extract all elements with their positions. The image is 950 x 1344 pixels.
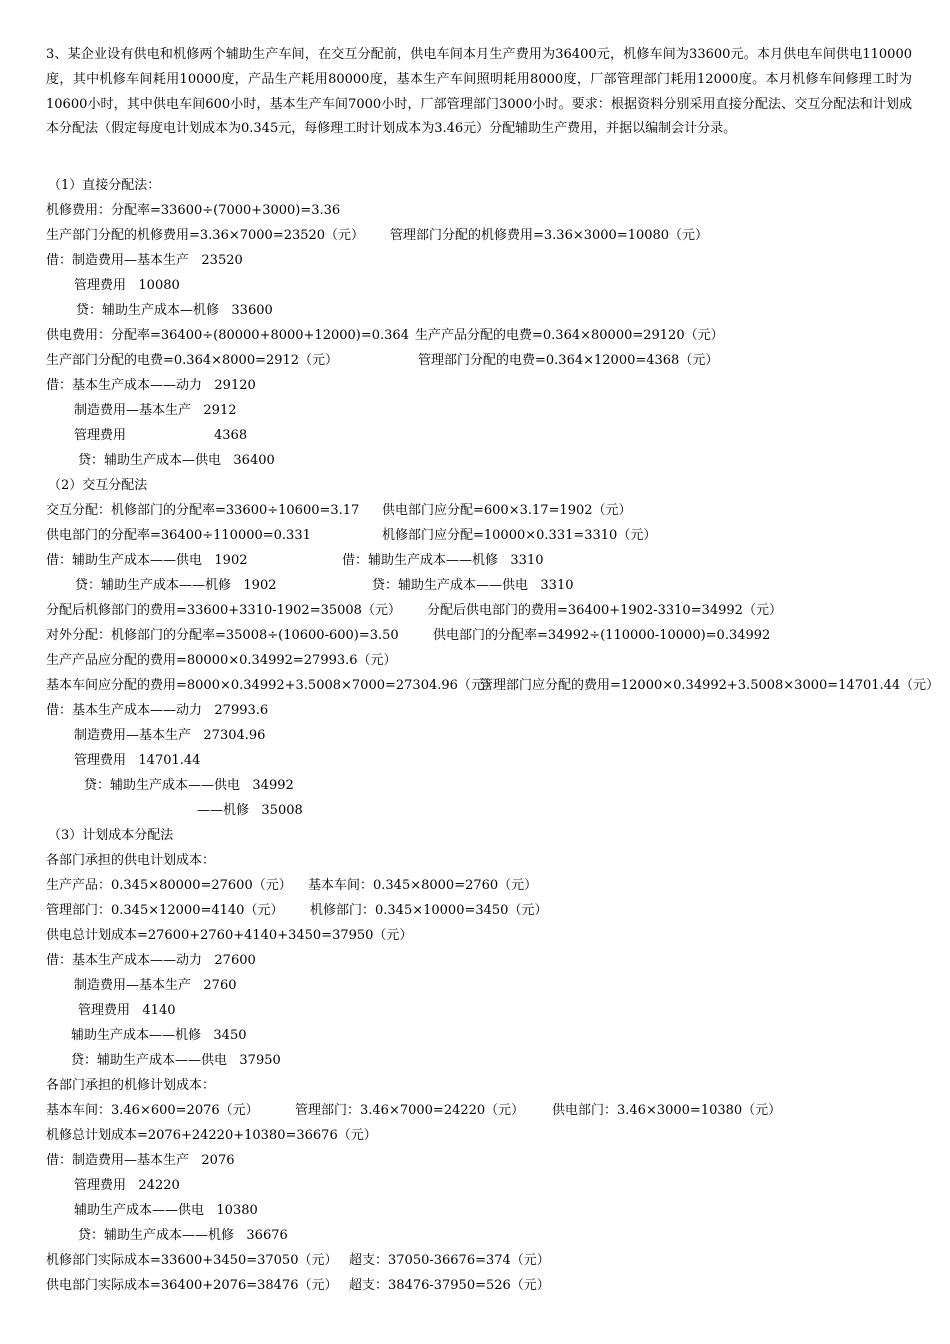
text-line <box>46 451 920 471</box>
text-segment: 生产产品分配的电费=0.364×80000=29120（元） <box>415 328 724 343</box>
text-segment: 对外分配：机修部门的分配率=35008÷(10600-600)=3.50 <box>46 628 399 643</box>
text-segment: 基本车间：3.46×600=2076（元） <box>46 1103 259 1118</box>
text-segment: 供电费用：分配率=36400÷(80000+8000+12000)=0.364 <box>46 328 409 343</box>
text-line <box>46 851 920 871</box>
text-line <box>46 251 920 271</box>
text-line <box>46 1101 920 1121</box>
text-segment: 4368 <box>214 428 248 443</box>
text-segment: 生产产品应分配的费用=80000×0.34992=27993.6（元） <box>46 653 397 668</box>
text-line <box>46 651 920 671</box>
text-line <box>46 1051 920 1071</box>
text-segment: ——机修 35008 <box>197 803 303 818</box>
text-line <box>46 476 920 496</box>
text-line <box>46 626 920 646</box>
text-segment: 基本车间：0.345×8000=2760（元） <box>308 878 538 893</box>
text-line <box>46 276 920 296</box>
text-segment: 分配后机修部门的费用=33600+3310-1902=35008（元） <box>46 603 401 618</box>
text-segment: 制造费用—基本生产 2760 <box>74 978 237 993</box>
text-segment: 各部门承担的机修计划成本： <box>46 1078 216 1093</box>
text-line <box>46 1126 920 1146</box>
text-segment: 管理部门分配的电费=0.364×12000=4368（元） <box>418 353 719 368</box>
text-segment: 借：制造费用—基本生产 2076 <box>46 1153 235 1168</box>
text-segment: 借：辅助生产成本——机修 3310 <box>342 553 544 568</box>
text-segment: 借：制造费用—基本生产 23520 <box>46 253 243 268</box>
text-line <box>46 601 920 621</box>
text-line <box>46 1076 920 1096</box>
text-segment: 机修费用：分配率=33600÷(7000+3000)=3.36 <box>46 203 341 218</box>
text-segment: 机修部门实际成本=33600+3450=37050（元） <box>46 1253 338 1268</box>
text-segment: 管理部门：0.345×12000=4140（元） <box>46 903 284 918</box>
text-line <box>46 726 920 746</box>
text-line <box>46 801 920 821</box>
text-segment: （2）交互分配法 <box>48 478 148 493</box>
text-segment: 贷：辅助生产成本——供电 34992 <box>84 778 294 793</box>
text-line <box>46 901 920 921</box>
text-segment: 制造费用—基本生产 2912 <box>74 403 237 418</box>
text-line <box>46 326 920 346</box>
text-line <box>46 1001 920 1021</box>
text-line <box>46 951 920 971</box>
text-segment: 交互分配：机修部门的分配率=33600÷10600=3.17 <box>46 503 360 518</box>
text-segment: 供电部门的分配率=36400÷110000=0.331 <box>46 528 311 543</box>
text-segment: 贷：辅助生产成本—机修 33600 <box>76 303 273 318</box>
text-segment: 生产部门分配的电费=0.364×8000=2912（元） <box>46 353 339 368</box>
text-segment: 制造费用—基本生产 27304.96 <box>74 728 266 743</box>
text-line <box>46 1276 920 1296</box>
text-line <box>46 401 920 421</box>
text-line <box>46 1176 920 1196</box>
text-line <box>46 1026 920 1046</box>
text-segment: 贷：辅助生产成本——供电 37950 <box>71 1053 281 1068</box>
text-segment: 管理部门分配的机修费用=3.36×3000=10080（元） <box>390 228 709 243</box>
text-segment: （3）计划成本分配法 <box>48 828 174 843</box>
text-line <box>46 876 920 896</box>
text-line <box>46 676 940 696</box>
text-line <box>46 351 920 371</box>
text-segment: 管理部门应分配的费用=12000×0.34992+3.5008×3000=14701.44（元） <box>480 678 940 693</box>
text-line <box>46 751 920 771</box>
text-segment: 管理费用 24220 <box>74 1178 180 1193</box>
text-segment: 生产部门分配的机修费用=3.36×7000=23520（元） <box>46 228 365 243</box>
text-segment: 基本车间应分配的费用=8000×0.34992+3.5008×7000=27304.96（元） <box>46 678 497 693</box>
text-segment: 贷：辅助生产成本—供电 36400 <box>78 453 275 468</box>
text-segment: 管理费用 10080 <box>74 278 180 293</box>
text-line <box>46 976 920 996</box>
text-segment: 超支：38476-37950=526（元） <box>349 1278 550 1293</box>
text-line <box>46 226 920 246</box>
text-segment: 机修部门：0.345×10000=3450（元） <box>310 903 548 918</box>
text-line <box>46 701 920 721</box>
text-segment: 贷：辅助生产成本——机修 36676 <box>78 1228 288 1243</box>
text-segment: 机修部门应分配=10000×0.331=3310（元） <box>382 528 657 543</box>
text-segment: 管理部门：3.46×7000=24220（元） <box>295 1103 525 1118</box>
text-segment: 管理费用 4140 <box>78 1003 176 1018</box>
text-segment: 供电部门实际成本=36400+2076=38476（元） <box>46 1278 338 1293</box>
text-line <box>46 551 920 571</box>
text-segment: 借：基本生产成本——动力 27600 <box>46 953 256 968</box>
text-segment: 供电部门应分配=600×3.17=1902（元） <box>382 503 632 518</box>
text-segment: 供电部门的分配率=34992÷(110000-10000)=0.34992 <box>433 628 771 643</box>
text-segment: 超支：37050-36676=374（元） <box>349 1253 550 1268</box>
text-line <box>46 526 920 546</box>
text-line <box>46 776 920 796</box>
text-segment: 各部门承担的供电计划成本： <box>46 853 216 868</box>
text-segment: 管理费用 <box>74 428 127 443</box>
text-segment: 贷：辅助生产成本——供电 3310 <box>372 578 574 593</box>
text-line <box>46 376 920 396</box>
text-segment: 供电总计划成本=27600+2760+4140+3450=37950（元） <box>46 928 413 943</box>
text-line <box>46 826 920 846</box>
text-segment: 机修总计划成本=2076+24220+10380=36676（元） <box>46 1128 377 1143</box>
problem-statement: 3、某企业设有供电和机修两个辅助生产车间，在交互分配前，供电车间本月生产费用为36400元，机修车间为33600元。本月供电车间供电110000度，其中机修车间耗用10000度，产品生产耗用80000度，基本生产车间照明耗用8000度，厂部管理部门耗用12000度。本月机修车间修理工时为10600小时，其中供电车间600小时，基本生产车间7000小时，厂部管理部门3000小时。要求：根据资料分别采用直接分配法、交互分配法和计划成本分配法（假定每度电计划成本为0.345元，每修理工时计划成本为3.46元）分配辅助生产费用，并据以编制会计分录。 <box>46 47 912 137</box>
text-line <box>46 426 920 446</box>
text-segment: 借：基本生产成本——动力 27993.6 <box>46 703 269 718</box>
text-line <box>46 576 920 596</box>
text-line <box>46 1251 920 1271</box>
text-line <box>46 176 920 196</box>
text-segment: 借：基本生产成本——动力 29120 <box>46 378 256 393</box>
text-line <box>46 201 920 221</box>
text-line <box>46 1226 920 1246</box>
text-line <box>46 301 920 321</box>
text-line <box>46 1201 920 1221</box>
text-line <box>46 1151 920 1171</box>
text-segment: 辅助生产成本——供电 10380 <box>74 1203 258 1218</box>
text-segment: 管理费用 14701.44 <box>74 753 201 768</box>
text-segment: 供电部门：3.46×3000=10380（元） <box>552 1103 782 1118</box>
text-segment: 借：辅助生产成本——供电 1902 <box>46 553 248 568</box>
text-segment: 贷：辅助生产成本——机修 1902 <box>75 578 277 593</box>
text-line <box>46 926 920 946</box>
text-segment: 生产产品：0.345×80000=27600（元） <box>46 878 292 893</box>
text-line <box>46 501 920 521</box>
text-segment: 辅助生产成本——机修 3450 <box>71 1028 247 1043</box>
text-segment: 分配后供电部门的费用=36400+1902-3310=34992（元） <box>427 603 782 618</box>
text-segment: （1）直接分配法： <box>48 178 161 193</box>
